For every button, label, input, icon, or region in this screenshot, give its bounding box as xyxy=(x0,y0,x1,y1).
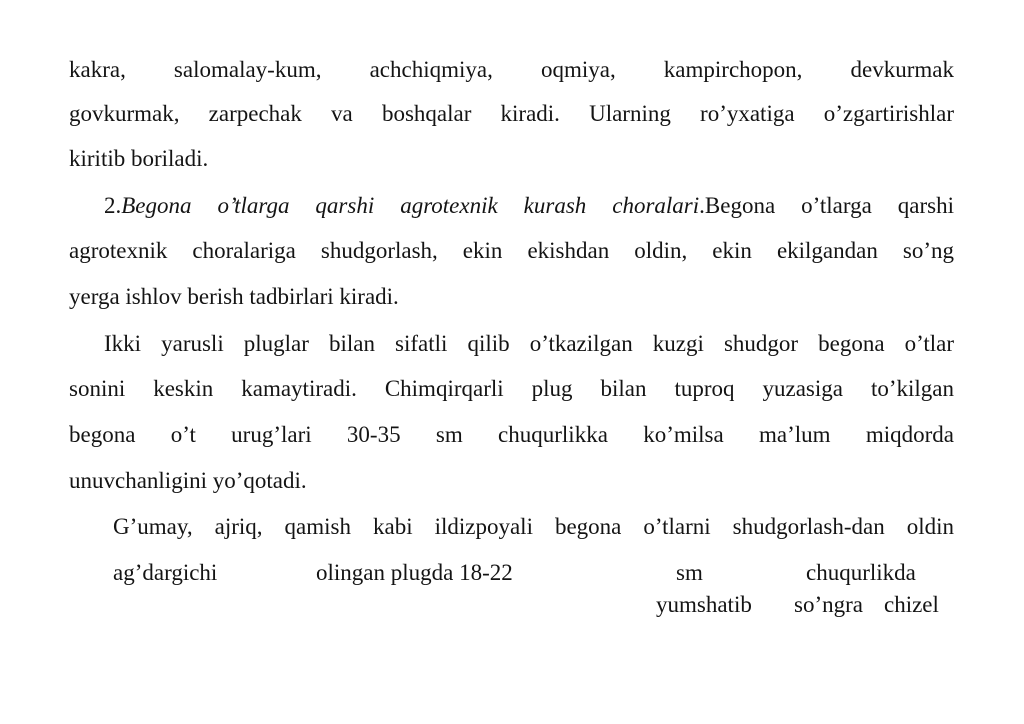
paragraph-1-line-1: kakra, salomalay-kum, achchiqmiya, oqmiya, kampirchopon, devkurmak xyxy=(69,57,954,82)
paragraph-2-line-3: yerga ishlov berish tadbirlari kiradi. xyxy=(69,284,399,309)
word-olingan-plugda: olingan plugda 18-22 xyxy=(316,560,513,585)
section-number: 2. xyxy=(104,193,122,218)
paragraph-2-line-2: agrotexnik choralariga shudgorlash, ekin ekishdan oldin, ekin ekilgandan so’ng xyxy=(69,238,954,263)
word-chuqurlikda: chuqurlikda xyxy=(806,560,916,585)
word-agdargichi: ag’dargichi xyxy=(113,560,218,585)
paragraph-2-line-1-text: .Begona o’tlarga qarshi xyxy=(699,193,954,218)
section-heading: Begona o’tlarga qarshi agrotexnik kurash choralari xyxy=(121,193,700,218)
paragraph-3-line-1: Ikki yarusli pluglar bilan sifatli qilib o’tkazilgan kuzgi shudgor begona o’tlar xyxy=(104,331,954,356)
paragraph-1-line-2: govkurmak, zarpechak va boshqalar kiradi. Ularning ro’yxatiga o’zgartirishlar xyxy=(69,101,954,126)
paragraph-4-line-1: G’umay, ajriq, qamish kabi ildizpoyali begona o’tlarni shudgorlash-dan oldin xyxy=(113,514,954,539)
paragraph-3-line-2: sonini keskin kamaytiradi. Chimqirqarli plug bilan tuproq yuzasiga to’kilgan xyxy=(69,376,954,401)
paragraph-1-line-3: kiritib boriladi. xyxy=(69,146,209,171)
paragraph-3-line-3: begona o’t urug’lari 30-35 sm chuqurlikka ko’milsa ma’lum miqdorda xyxy=(69,422,954,447)
word-chizel: chizel xyxy=(884,592,939,617)
word-yumshatib: yumshatib xyxy=(656,592,752,617)
paragraph-2-line-1 xyxy=(104,192,954,220)
word-sm: sm xyxy=(676,560,703,585)
paragraph-3-line-4: unuvchanligini yo’qotadi. xyxy=(69,468,307,493)
word-songra: so’ngra xyxy=(794,592,863,617)
